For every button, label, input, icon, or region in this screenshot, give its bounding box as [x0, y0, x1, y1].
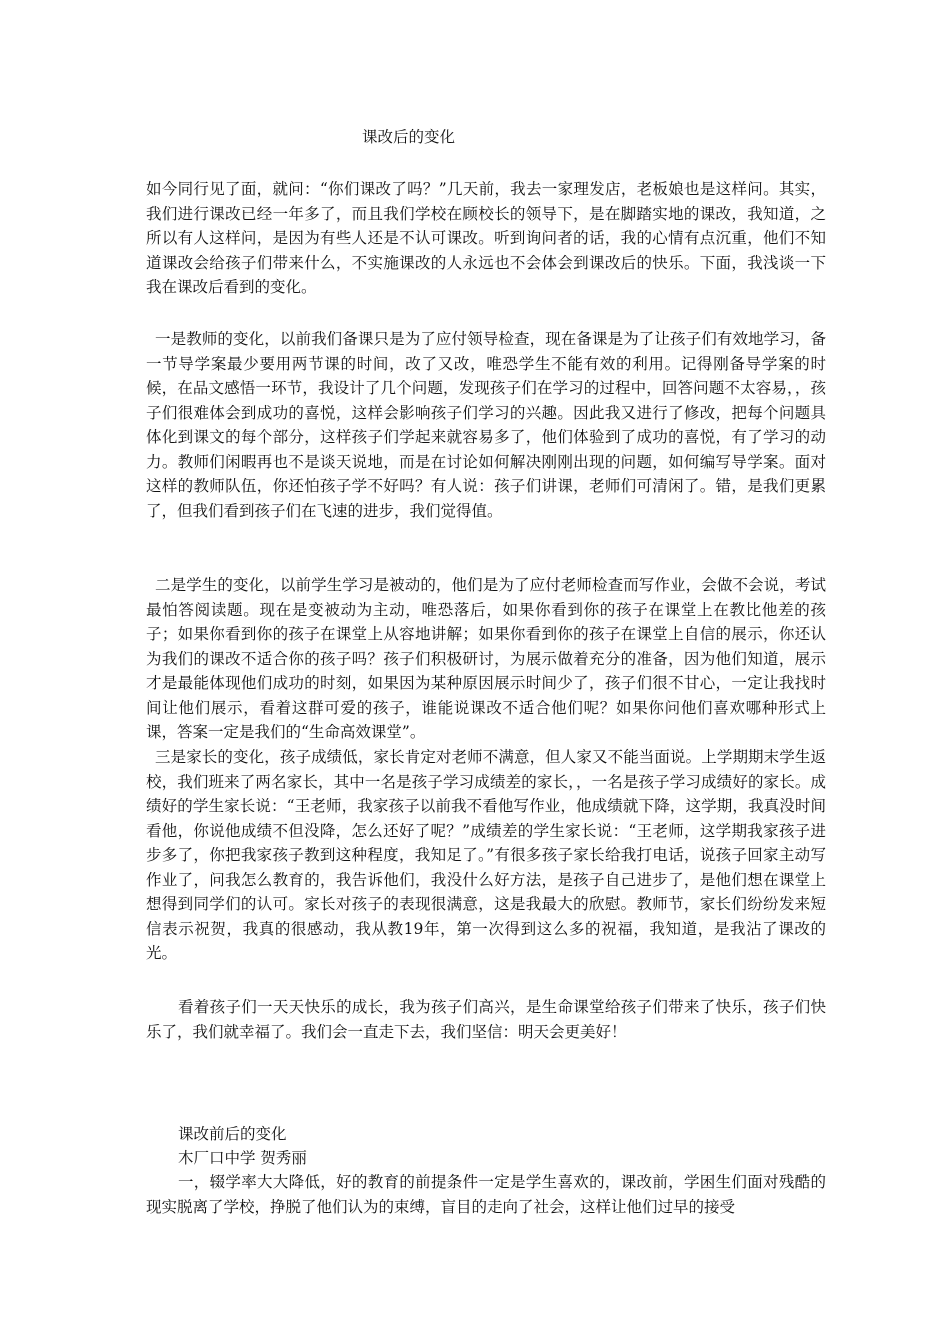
section2-title: 课改前后的变化: [178, 1125, 287, 1143]
paragraph-teacher-change: 一是教师的变化，以前我们备课只是为了应付领导检查，现在备课是为了让孩子们有效地学习，备一节导学案最少要用两节课的时间，改了又改，唯恐学生不能有效的利用。记得刚备导学案的时候，在品文感悟一环节，我设计了几个问题，发现孩子们在学习的过程中，回答问题不太容易，，孩子们很难体会到成功的喜悦，这样会影响孩子们学习的兴趣。因此我又进行了修改，把每个问题具体化到课文的每个部分，这样孩子们学起来就容易多了，他们体验到了成功的喜悦，有了学习的动力。教师们闲暇再也不是谈天说地，而是在讨论如何解决刚刚出现的问题，如何编写导学案。面对这样的教师队伍，你还怕孩子学不好吗？有人说：孩子们讲课，老师们可清闲了。错，是我们更累了，但我们看到孩子们在飞速的进步，我们觉得值。: [146, 330, 826, 520]
section2-paragraph: 一，辍学率大大降低，好的教育的前提条件一定是学生喜欢的，课改前，学困生们面对残酷的现实脱离了学校，挣脱了他们认为的束缚，盲目的走向了社会，这样让他们过早的接受: [146, 1173, 826, 1216]
paragraph-parent-change: 三是家长的变化，孩子成绩低，家长肯定对老师不满意，但人家又不能当面说。上学期期末学生返校，我们班来了两名家长，其中一名是孩子学习成绩差的家长，，一名是孩子学习成绩好的家长。成绩好的学生家长说：“王老师，我家孩子以前我不看他写作业，他成绩就下降，这学期，我真没时间看他，你说他成绩不但没降，怎么还好了呢？”成绩差的学生家长说：“王老师，这学期我家孩子进步多了，你把我家孩子教到这种程度，我知足了。”有很多孩子家长给我打电话，说孩子回家主动写作业了，问我怎么教育的，我告诉他们，我没什么好方法，是孩子自己进步了，是他们想在课堂上想得到同学们的认可。家长对孩子的表现很满意，这是我最大的欣慰。教师节，家长们纷纷发来短信表示祝贺，我真的很感动，我从教19年，第一次得到这么多的祝福，我知道，是我沾了课改的光。: [146, 748, 826, 962]
paragraph-student-change: 二是学生的变化，以前学生学习是被动的，他们是为了应付老师检查而写作业，会做不会说，考试最怕答阅读题。现在是变被动为主动，唯恐落后，如果你看到你的孩子在课堂上在教比他差的孩子；如果你看到你的孩子在课堂上从容地讲解；如果你看到你的孩子在课堂上自信的展示，你还认为我们的课改不适合你的孩子吗？孩子们积极研讨，为展示做着充分的准备，因为他们知道，展示才是最能体现他们成功的时刻，如果因为某种原因展示时间少了，孩子们很不甘心，一定让我找时间让他们展示，看着这群可爱的孩子，谁能说课改不适合他们呢？如果你问他们喜欢哪种形式上课，答案一定是我们的“生命高效课堂”。: [146, 576, 826, 741]
document-title: 课改后的变化: [362, 128, 456, 146]
paragraph-conclusion: 看着孩子们一天天快乐的成长，我为孩子们高兴，是生命课堂给孩子们带来了快乐，孩子们快乐了，我们就幸福了。我们会一直走下去，我们坚信：明天会更美好！: [146, 998, 826, 1041]
section2-author: 木厂口中学 贺秀丽: [178, 1149, 307, 1167]
paragraph-intro: 如今同行见了面，就问：“你们课改了吗？”几天前，我去一家理发店，老板娘也是这样问。其实，我们进行课改已经一年多了，而且我们学校在顾校长的领导下，是在脚踏实地的课改，我知道，之所以有人这样问，是因为有些人还是不认可课改。听到询问者的话，我的心情有点沉重，他们不知道课改会给孩子们带来什么，不实施课改的人永远也不会体会到课改后的快乐。下面，我浅谈一下我在课改后看到的变化。: [146, 180, 826, 296]
